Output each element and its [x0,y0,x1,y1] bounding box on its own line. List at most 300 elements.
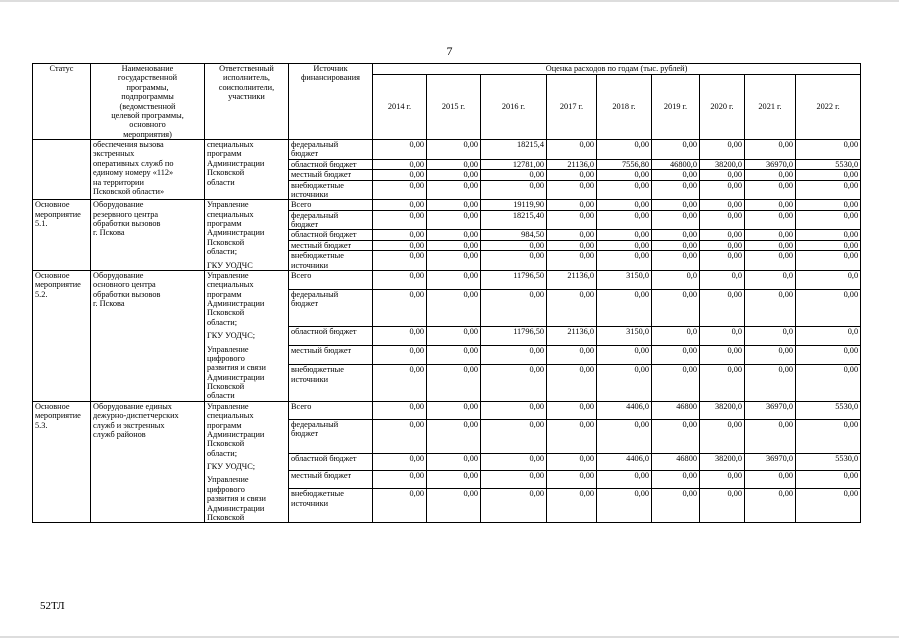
table-row [33,270,861,289]
text-line: основного центра [93,280,156,290]
text-line: резервного центра [93,209,159,219]
text-line: Администрации [207,503,265,513]
amount-cell: 0,00 [547,230,597,240]
amount-cell: 0,00 [427,251,481,271]
page-number: 7 [446,44,453,58]
text-line: Псковской [207,308,245,318]
amount-cell: 0,00 [373,210,427,230]
amount-cell: 0,00 [652,489,700,523]
amount-cell: 46800 [652,453,700,471]
amount-cell: 0,00 [373,419,427,453]
text-line: Псковской [207,382,245,391]
text-line: Всего [291,401,312,411]
amount-cell: 0,00 [427,170,481,180]
amount-cell: 0,00 [652,210,700,230]
funding-source-cell [289,200,373,210]
amount-cell: 21136,0 [547,159,597,169]
amount-cell: 0,00 [427,159,481,169]
table-body [33,140,861,523]
amount-cell: 5530,0 [796,453,861,471]
text-line: цифрового [207,484,245,494]
text-line: участники [228,92,265,102]
amount-cell: 0,00 [427,200,481,210]
text-line: мероприятие [35,280,81,290]
amount-cell: 0,00 [796,200,861,210]
amount-cell: 0,00 [652,230,700,240]
text-line: государственной [117,73,178,83]
amount-cell: 0,00 [427,419,481,453]
text-line: источники [291,189,329,199]
amount-cell: 0,00 [652,345,700,364]
amount-cell: 0,00 [796,180,861,200]
amount-cell: 0,00 [547,419,597,453]
text-line: специальных [207,209,254,219]
text-line: федеральный [291,419,339,429]
amount-cell: 0,00 [745,140,796,160]
amount-cell: 0,0 [796,326,861,345]
amount-cell: 0,00 [373,140,427,160]
amount-cell: 4406,0 [597,453,652,471]
amount-cell: 0,00 [547,251,597,271]
status-cell [33,270,91,401]
amount-cell: 0,00 [700,140,745,160]
amount-cell: 0,00 [481,180,547,200]
amount-cell: 0,00 [652,365,700,402]
amount-cell: 0,00 [427,345,481,364]
amount-cell: 0,00 [700,230,745,240]
amount-cell: 0,00 [745,251,796,271]
amount-cell: 3150,0 [597,326,652,345]
amount-cell: 0,00 [700,170,745,180]
amount-cell: 0,00 [796,170,861,180]
funding-source-cell [289,345,373,364]
amount-cell: 0,00 [481,365,547,402]
text-line: обеспечения вызова [93,140,164,149]
text-line: Псковской области» [93,186,165,196]
responsible-block [207,261,286,270]
amount-cell: 12781,00 [481,159,547,169]
text-line: Псковской [207,237,245,247]
text-line: служб районов [93,429,146,439]
text-line: области [207,177,235,187]
text-line: финансирования [301,73,360,83]
amount-cell: 0,00 [796,290,861,327]
amount-cell: 38200,0 [700,453,745,471]
amount-cell: 0,00 [597,240,652,250]
text-line: внебюджетные [291,365,344,375]
amount-cell: 0,00 [373,326,427,345]
funding-source-cell [289,251,373,271]
table-row [33,401,861,419]
amount-cell: 0,00 [796,365,861,402]
amount-cell: 0,00 [547,290,597,327]
text-line: областной бюджет [291,326,357,336]
amount-cell: 0,00 [597,419,652,453]
text-line: источники [291,260,329,270]
responsible-block [207,271,286,327]
text-line: местный бюджет [291,345,352,355]
amount-cell: 0,00 [652,251,700,271]
amount-cell: 0,00 [481,489,547,523]
amount-cell: 0,00 [597,365,652,402]
text-line: 5.1. [35,219,48,228]
text-line: Псковской [207,168,245,178]
text-line: 5.2. [35,289,48,299]
amount-cell: 38200,0 [700,401,745,419]
text-line: Наименование [121,64,174,73]
text-line: областной бюджет [291,230,357,240]
amount-cell: 5530,0 [796,159,861,169]
amount-cell: 0,00 [547,170,597,180]
text-line: мероприятие [35,209,81,219]
amount-cell: 0,00 [597,180,652,200]
text-line: федеральный [291,210,339,220]
text-line: единому номеру «112» [93,168,174,178]
text-line: 5.3. [35,420,48,430]
amount-cell: 0,00 [547,180,597,200]
amount-cell: 0,00 [597,290,652,327]
amount-cell: 0,0 [700,326,745,345]
amount-cell: 0,00 [745,240,796,250]
amount-cell: 0,00 [427,140,481,160]
amount-cell: 0,00 [597,489,652,523]
amount-cell: 0,00 [597,170,652,180]
text-line: развития и связи [207,363,266,373]
amount-cell: 0,00 [745,365,796,402]
amount-cell: 0,00 [745,489,796,523]
text-line: подпрограммы [121,92,174,102]
amount-cell: 984,50 [481,230,547,240]
amount-cell: 0,00 [373,290,427,327]
amount-cell: 0,00 [481,290,547,327]
text-line: Администрации [207,299,265,308]
text-line: цифрового [207,353,245,363]
amount-cell: 0,00 [597,210,652,230]
amount-cell: 7556,80 [597,159,652,169]
text-line: местный бюджет [291,471,352,481]
status-cell [33,200,91,271]
text-line: мероприятие [35,411,81,421]
text-line: Администрации [207,158,265,168]
text-line: на территории [93,177,144,187]
amount-cell: 0,00 [427,270,481,289]
amount-cell: 0,00 [373,230,427,240]
amount-cell: 0,00 [547,401,597,419]
amount-cell: 0,00 [427,401,481,419]
amount-cell: 0,00 [597,471,652,489]
responsible-cell [205,270,289,401]
header-responsible [205,64,289,140]
funding-source-cell [289,453,373,471]
text-line: внебюджетные [291,180,344,190]
table-row [33,140,861,160]
amount-cell: 0,00 [373,270,427,289]
amount-cell: 0,00 [745,210,796,230]
scan-bottom-edge [0,636,899,638]
amount-cell: 0,00 [796,230,861,240]
budget-table [32,63,861,523]
amount-cell: 0,00 [481,471,547,489]
responsible-block [207,140,286,187]
amount-cell: 0,00 [700,180,745,200]
amount-cell: 0,00 [745,170,796,180]
amount-cell: 36970,0 [745,401,796,419]
amount-cell: 0,00 [652,170,700,180]
text-line: программы, [126,82,169,92]
responsible-block [207,462,286,471]
amount-cell: 0,0 [796,270,861,289]
amount-cell: 11796,50 [481,326,547,345]
amount-cell: 0,00 [796,471,861,489]
amount-cell: 0,00 [597,140,652,160]
amount-cell: 0,00 [481,419,547,453]
amount-cell: 0,00 [745,471,796,489]
text-line: бюджет [291,428,319,438]
text-line: программ [207,289,242,299]
amount-cell: 0,00 [652,471,700,489]
text-line: Псковской [207,439,245,449]
text-line: Основное [35,401,70,411]
amount-cell: 0,0 [652,326,700,345]
amount-cell: 0,00 [745,180,796,200]
amount-cell: 11796,50 [481,270,547,289]
amount-cell: 0,00 [427,326,481,345]
responsible-block [207,475,286,522]
text-line: области; [207,448,238,458]
amount-cell: 0,00 [373,345,427,364]
amount-cell: 46800,0 [652,159,700,169]
funding-source-cell [289,140,373,160]
amount-cell: 0,00 [481,240,547,250]
table-header-row [33,64,861,75]
header-year: 2022 г. [796,75,861,140]
text-line: Оборудование [93,200,144,210]
funding-source-cell [289,489,373,523]
amount-cell: 0,00 [427,453,481,471]
text-line: областной бюджет [291,453,357,463]
text-line: источники [291,374,329,384]
text-line: Управление [207,475,249,485]
text-line: Администрации [207,228,265,238]
text-line: Администрации [207,429,265,439]
text-line: Управление [207,344,249,354]
amount-cell: 0,00 [700,471,745,489]
header-status: Статус [33,64,91,140]
funding-source-cell [289,326,373,345]
amount-cell: 0,00 [796,419,861,453]
text-line: Всего [291,270,312,280]
amount-cell: 0,00 [652,290,700,327]
amount-cell: 0,00 [373,453,427,471]
amount-cell: 38200,0 [700,159,745,169]
header-year: 2020 г. [700,75,745,140]
amount-cell: 36970,0 [745,453,796,471]
amount-cell: 0,00 [700,419,745,453]
amount-cell: 0,00 [745,419,796,453]
amount-cell: 0,00 [373,170,427,180]
funding-source-cell [289,230,373,240]
responsible-block [207,345,286,401]
amount-cell: 0,00 [373,159,427,169]
header-year: 2019 г. [652,75,700,140]
measure-name-cell [91,140,205,200]
text-line: обработки вызовов [93,289,161,299]
footer-code: 52ТЛ [40,600,65,612]
amount-cell: 0,00 [597,251,652,271]
amount-cell: 0,00 [700,290,745,327]
amount-cell: 0,00 [547,365,597,402]
scan-top-edge [0,0,899,2]
amount-cell: 0,00 [547,200,597,210]
amount-cell: 0,00 [373,401,427,419]
amount-cell: 0,00 [373,365,427,402]
text-line: оперативных служб по [93,158,174,168]
text-line: программ [207,219,242,228]
text-line: Оборудование единых [93,401,172,411]
text-line: программ [207,420,242,430]
amount-cell: 0,00 [547,471,597,489]
amount-cell: 5530,0 [796,401,861,419]
amount-cell: 46800 [652,401,700,419]
text-line: области; [207,247,238,257]
text-line: служб и экстренных [93,420,165,430]
text-line: внебюджетные [291,251,344,261]
amount-cell: 0,00 [427,471,481,489]
text-line: ГКУ УОДЧС; [207,462,256,471]
amount-cell: 0,00 [373,200,427,210]
amount-cell: 0,00 [700,365,745,402]
text-line: специальных [207,411,254,421]
header-source [289,64,373,140]
amount-cell: 18215,4 [481,140,547,160]
funding-source-cell [289,170,373,180]
amount-cell: 0,00 [427,230,481,240]
text-line: федеральный [291,290,339,300]
amount-cell: 0,00 [700,345,745,364]
amount-cell: 21136,0 [547,326,597,345]
text-line: г. Пскова [93,299,125,308]
amount-cell: 0,00 [652,180,700,200]
text-line: дежурно-диспетчерских [93,411,179,421]
text-line: исполнитель, [223,73,270,83]
text-line: специальных [207,280,254,290]
amount-cell: 0,00 [427,240,481,250]
text-line: специальных [207,140,254,149]
amount-cell: 0,00 [597,200,652,210]
text-line: мероприятия) [123,129,172,139]
amount-cell: 0,00 [796,140,861,160]
amount-cell: 0,00 [547,240,597,250]
amount-cell: 0,00 [796,240,861,250]
amount-cell: 0,00 [547,345,597,364]
funding-source-cell [289,290,373,327]
amount-cell: 0,00 [481,170,547,180]
amount-cell: 0,00 [796,489,861,523]
responsible-block [207,402,286,458]
header-year: 2014 г. [373,75,427,140]
amount-cell: 0,00 [652,240,700,250]
amount-cell: 0,00 [745,345,796,364]
text-line: ГКУ УОДЧС [207,260,253,270]
amount-cell: 0,00 [745,230,796,240]
text-line: обработки вызовов [93,219,161,228]
amount-cell: 0,0 [700,270,745,289]
responsible-block [207,200,286,256]
amount-cell: 0,00 [547,140,597,160]
text-line: области [207,391,235,401]
funding-source-cell [289,270,373,289]
amount-cell: 3150,0 [597,270,652,289]
amount-cell: 0,00 [652,200,700,210]
amount-cell: 0,00 [547,210,597,230]
amount-cell: 0,00 [700,240,745,250]
amount-cell: 19119,90 [481,200,547,210]
amount-cell: 0,00 [373,471,427,489]
amount-cell: 0,00 [700,200,745,210]
amount-cell: 0,00 [427,180,481,200]
text-line: области; [207,317,238,327]
text-line: г. Пскова [93,228,125,238]
funding-source-cell [289,210,373,230]
text-line: Администрации [207,372,265,382]
text-line: (ведомственной [119,101,176,111]
amount-cell: 18215,40 [481,210,547,230]
measure-name-cell [91,200,205,271]
amount-cell: 21136,0 [547,270,597,289]
amount-cell: 0,00 [427,290,481,327]
text-line: Всего [291,200,312,210]
funding-source-cell [289,419,373,453]
funding-source-cell [289,180,373,200]
amount-cell: 36970,0 [745,159,796,169]
text-line: Основное [35,200,70,210]
amount-cell: 0,00 [652,140,700,160]
amount-cell: 0,00 [547,489,597,523]
text-line: экстренных [93,149,135,159]
text-line: Управление [207,270,249,280]
header-estimate: Оценка расходов по годам (тыс. рублей) [373,64,861,75]
amount-cell: 0,00 [745,200,796,210]
text-line: федеральный [291,140,339,149]
responsible-cell [205,140,289,200]
text-line: ГКУ УОДЧС; [207,331,256,341]
status-cell [33,401,91,523]
amount-cell: 0,00 [373,240,427,250]
text-line: внебюджетные [291,489,344,499]
measure-name-cell [91,270,205,401]
amount-cell: 0,00 [597,345,652,364]
text-line: целевой программы, [111,110,184,120]
amount-cell: 0,00 [481,345,547,364]
header-year: 2021 г. [745,75,796,140]
amount-cell: 0,0 [652,270,700,289]
header-name [91,64,205,140]
amount-cell: 0,00 [373,251,427,271]
status-cell [33,140,91,200]
amount-cell: 4406,0 [597,401,652,419]
funding-source-cell [289,365,373,402]
responsible-block [207,331,286,340]
amount-cell: 0,00 [373,489,427,523]
text-line: местный бюджет [291,170,352,180]
text-line: бюджет [291,149,319,159]
amount-cell: 0,00 [427,489,481,523]
amount-cell: 0,00 [481,251,547,271]
text-line: Основное [35,270,70,280]
funding-source-cell [289,471,373,489]
text-line: Ответственный [219,64,274,73]
amount-cell: 0,00 [652,419,700,453]
